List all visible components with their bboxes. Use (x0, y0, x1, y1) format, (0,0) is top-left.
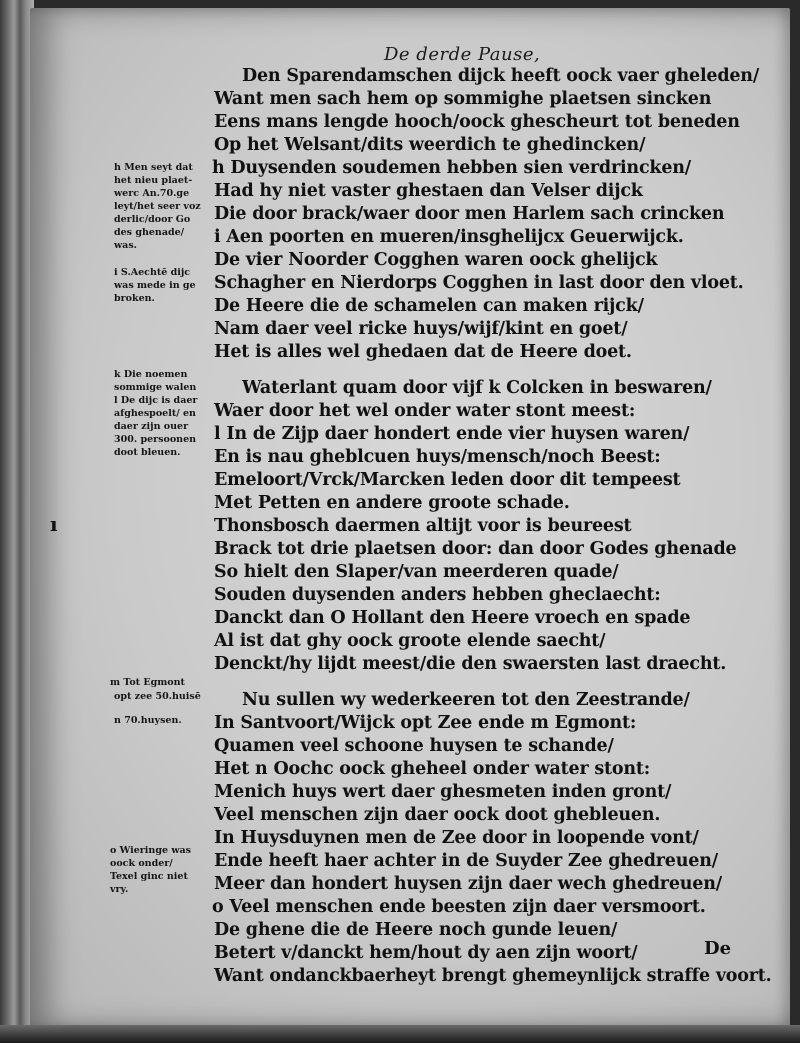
note-line: Texel ginc niet (110, 871, 188, 882)
verse-line: Menich huys wert daer ghesmeten inden gront/ (214, 782, 672, 802)
verse-line: In Huysduynen men de Zee door in loopende vont/ (214, 828, 699, 848)
book-spine (0, 0, 34, 1043)
verse-line: Het is alles wel ghedaen dat de Heere doet. (214, 342, 632, 362)
verse-line: Souden duysenden anders hebben gheclaecht: (214, 585, 661, 605)
verse-line: Op het Welsant/dits weerdich te ghedincken/ (214, 135, 646, 155)
catchword: De (704, 938, 732, 959)
note-line: derlic/door Go (114, 214, 191, 225)
verse-line: Het n Oochc oock gheheel onder water stont: (214, 759, 651, 779)
note-line: 300. persoonen (114, 434, 197, 445)
verse-line: En is nau gheblcuen huys/mensch/noch Beest: (214, 447, 661, 467)
running-header: De derde Pause, (384, 44, 541, 65)
verse-line: Nu sullen wy wederkeeren tot den Zeestrande/ (242, 690, 690, 710)
verse-line: Schagher en Nierdorps Cogghen in last door den vloet. (214, 273, 744, 293)
verse-line: Denckt/hy lijdt meest/die den swaersten last draecht. (214, 654, 727, 674)
verse-line: Want ondanckbaerheyt brengt ghemeynlijck straffe voort. (214, 966, 772, 986)
verse-line: i Aen poorten en mueren/insghelijcx Geuerwijck. (214, 227, 684, 247)
verse-line: Al ist dat ghy oock groote elende saecht/ (214, 631, 606, 651)
margin-mark: ı (50, 512, 58, 536)
verse-line: De vier Noorder Cogghen waren oock ghelijck (214, 250, 658, 270)
note-line: was mede in ge (114, 280, 196, 291)
note-line: sommige walen (114, 382, 197, 393)
note-line: oock onder/ (110, 858, 173, 869)
note-line: broken. (114, 293, 155, 304)
verse-line: Want men sach hem op sommighe plaetsen sincken (214, 89, 712, 109)
verse-line: De Heere die de schamelen can maken rijck/ (214, 296, 644, 316)
verse-line: Thonsbosch daermen altijt voor is beureest (214, 516, 632, 536)
verse-line: Betert v/danckt hem/hout dy aen zijn woort/ (214, 943, 638, 963)
note-line: m Tot Egmont (110, 677, 185, 688)
note-line: was. (114, 240, 137, 251)
verse-line: So hielt den Slaper/van meerderen quade/ (214, 562, 619, 582)
verse-line: h Duysenden soudemen hebben sien verdrincken/ (212, 158, 691, 178)
verse-line: Danckt dan O Hollant den Heere vroech en spade (214, 608, 691, 628)
note-line: afghespoelt/ en (114, 408, 196, 419)
note-line: n 70.huysen. (114, 715, 182, 726)
note-line: vry. (110, 884, 129, 895)
note-line: des ghenade/ (114, 227, 185, 238)
verse-line: Met Petten en andere groote schade. (214, 493, 570, 513)
note-line: daer zijn ouer (114, 421, 189, 432)
verse-line: Veel menschen zijn daer oock doot ghebleuen. (214, 805, 661, 825)
verse-line: Brack tot drie plaetsen door: dan door Godes ghenade (214, 539, 737, 559)
note-line: k Die noemen (114, 369, 188, 380)
verse-line: Die door brack/waer door men Harlem sach crincken (214, 204, 725, 224)
note-line: l De dijc is daer (114, 395, 198, 406)
verse-line: Nam daer veel ricke huys/wijf/kint en goet/ (214, 319, 628, 339)
note-line: doot bleuen. (114, 447, 181, 458)
verse-line: Waterlant quam door vijf k Colcken in beswaren/ (242, 378, 712, 398)
page-bottom-edge (0, 1025, 800, 1043)
note-line: i S.Aechtē dijc (114, 267, 191, 278)
verse-line: Eens mans lengde hooch/oock ghescheurt tot beneden (214, 112, 740, 132)
verse-line: Waer door het wel onder water stont meest: (214, 401, 636, 421)
verse-line: Ende heeft haer achter in de Suyder Zee ghedreuen/ (214, 851, 718, 871)
verse-line: Den Sparendamschen dijck heeft oock vaer gheleden/ (242, 66, 760, 86)
verse-line: De ghene die de Heere noch gunde leuen/ (214, 920, 618, 940)
verse-line: Quamen veel schoone huysen te schande/ (214, 736, 614, 756)
verse-line: o Veel menschen ende beesten zijn daer versmoort. (212, 897, 706, 917)
note-line: opt zee 50.huisē (114, 691, 201, 702)
note-line: leyt/het seer voz (114, 201, 201, 212)
verse-line: Meer dan hondert huysen zijn daer wech ghedreuen/ (214, 874, 722, 894)
verse-line: l In de Zijp daer hondert ende vier huysen waren/ (214, 424, 690, 444)
note-line: h Men seyt dat (114, 162, 193, 173)
verse-line: In Santvoort/Wijck opt Zee ende m Egmont: (214, 713, 637, 733)
note-line: o Wieringe was (110, 845, 191, 856)
verse-line: Had hy niet vaster ghestaen dan Velser dijck (214, 181, 643, 201)
note-line: het nieu plaet- (114, 175, 193, 186)
verse-line: Emeloort/Vrck/Marcken leden door dit tempeest (214, 470, 681, 490)
note-line: werc An.70.ge (114, 188, 190, 199)
